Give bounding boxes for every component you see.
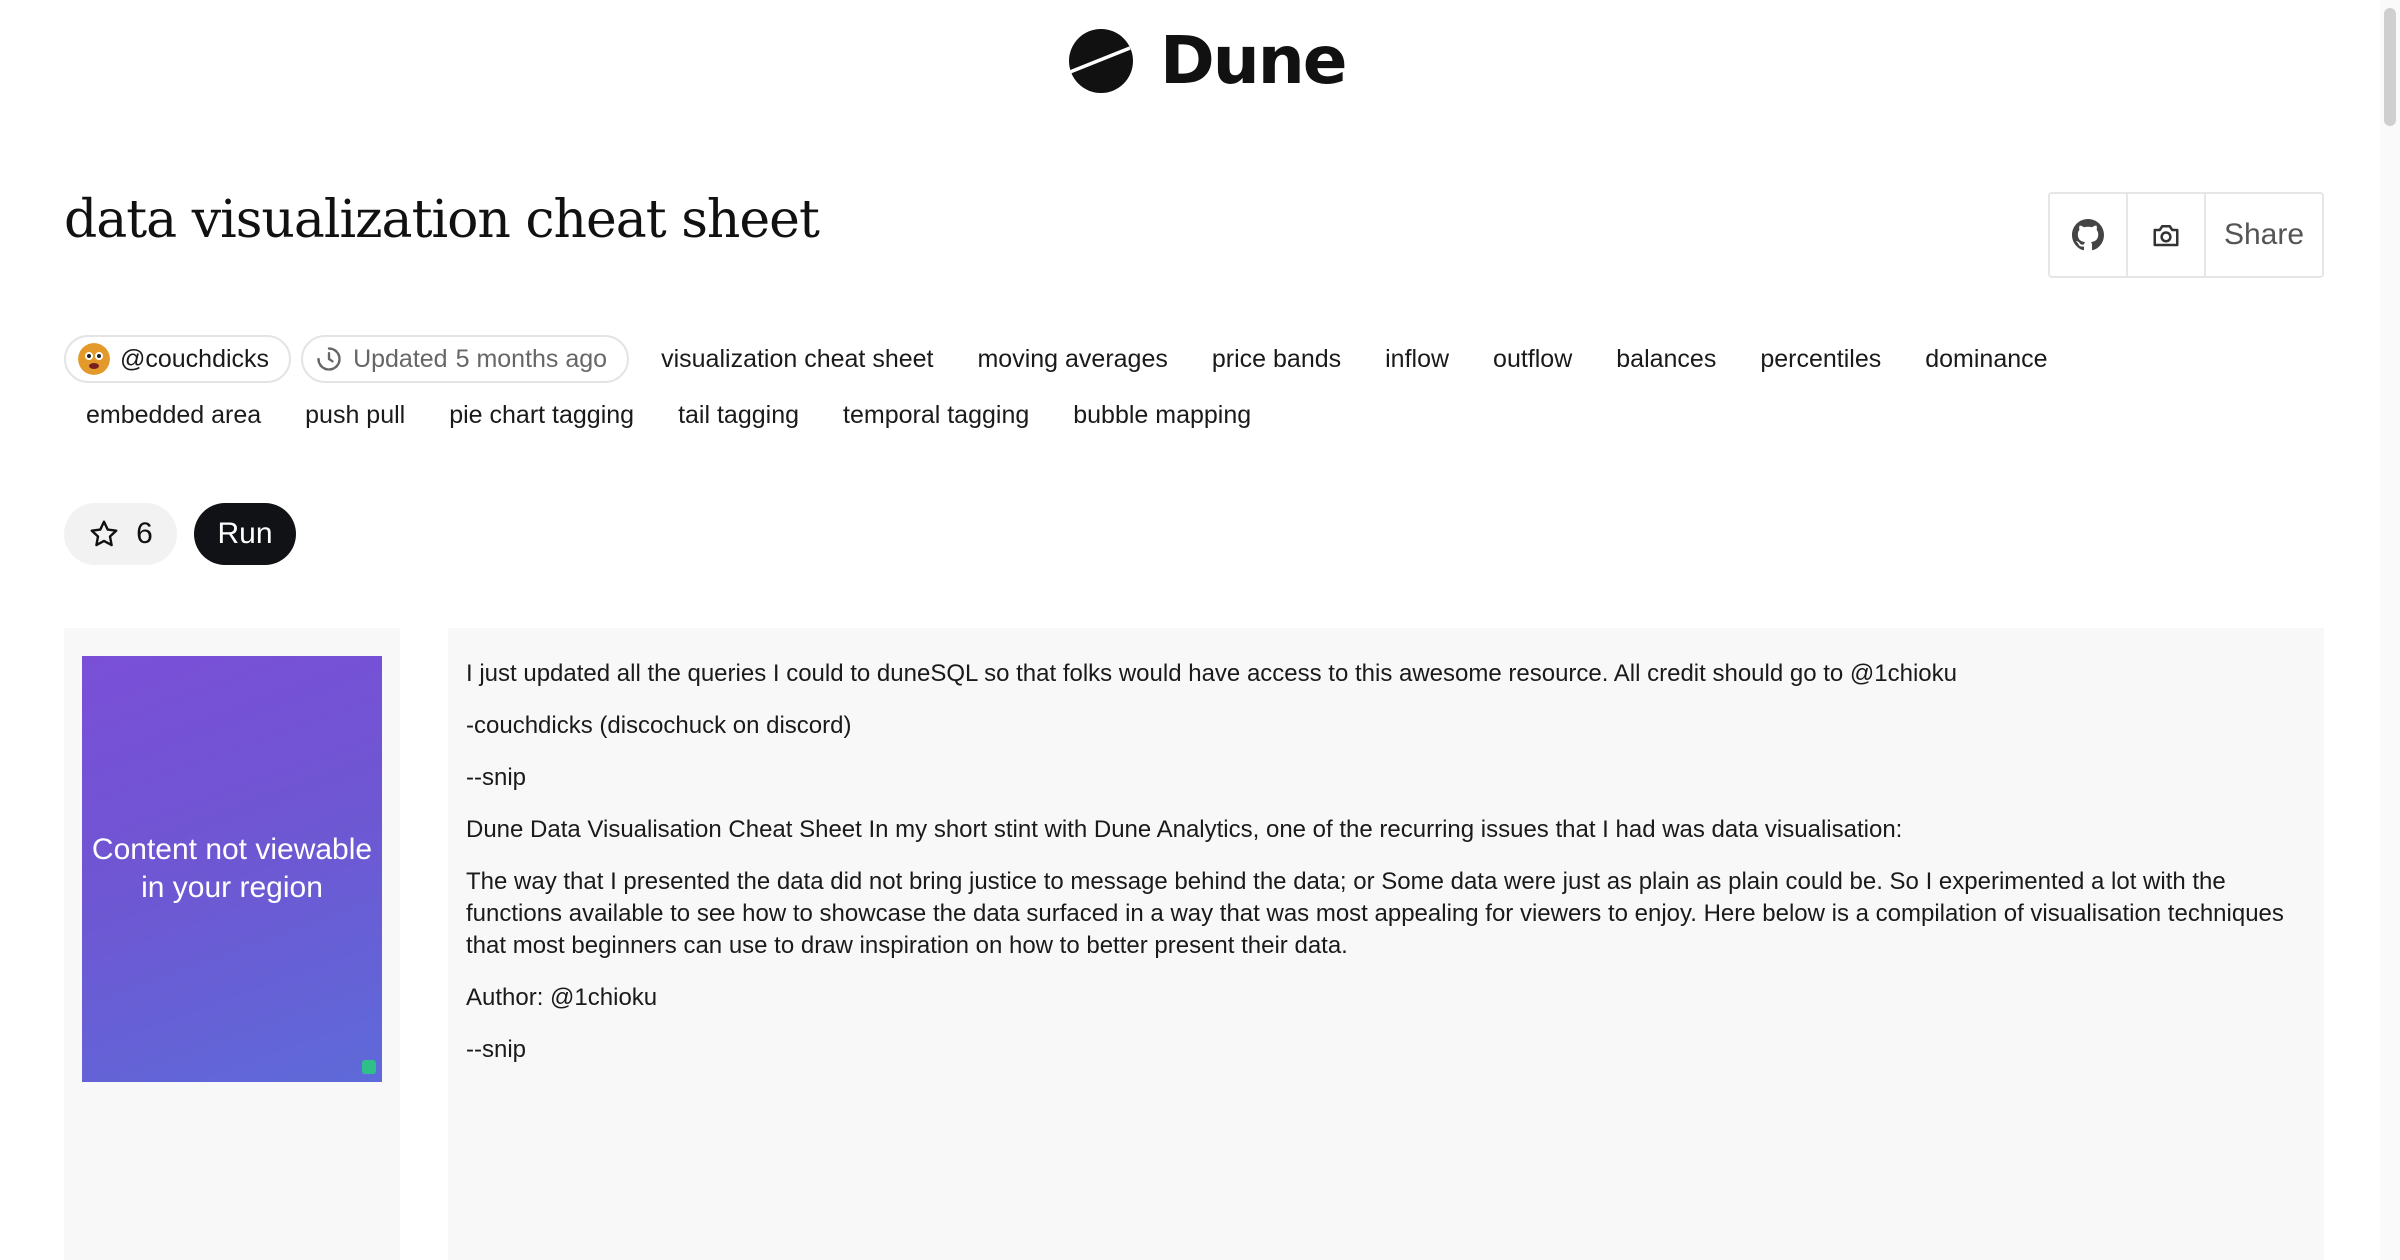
badge-icon [362, 1060, 376, 1074]
scrollbar[interactable] [2380, 0, 2400, 1260]
description-paragraph: -couchdicks (discochuck on discord) [466, 712, 852, 739]
scrollbar-thumb[interactable] [2384, 8, 2396, 126]
tag-outflow[interactable]: outflow [1493, 344, 1573, 373]
camera-icon [2151, 220, 2181, 250]
description-paragraph: --snip [466, 1036, 527, 1063]
screenshot-button[interactable] [2128, 194, 2206, 276]
star-count: 6 [136, 517, 153, 550]
description-paragraph: Author: @1chioku [466, 984, 658, 1011]
tag-embedded-area[interactable]: embedded area [86, 400, 262, 429]
clock-icon [315, 345, 343, 373]
tag-percentiles[interactable]: percentiles [1760, 344, 1882, 373]
description-paragraph: I just updated all the queries I could to duneSQL so that folks would have access to this awesome resource. All credit should go to @1chioku [466, 660, 1957, 687]
page-title: data visualization cheat sheet [64, 190, 819, 250]
description-panel [448, 628, 2324, 1260]
tag-pie-chart-tagging[interactable]: pie chart tagging [449, 400, 635, 429]
github-icon [2072, 219, 2104, 251]
description-paragraph: --snip [466, 764, 527, 791]
tag-moving-averages[interactable]: moving averages [977, 344, 1168, 373]
logo-text: Dune [1160, 22, 1346, 99]
dune-logo-icon [1068, 28, 1134, 94]
author-name: @couchdicks [120, 344, 270, 373]
blocked-content-text: Content not viewable in your region [91, 833, 373, 904]
author-chip[interactable] [64, 335, 291, 383]
github-button[interactable] [2050, 194, 2128, 276]
run-button[interactable]: Run [194, 503, 296, 565]
media-panel [64, 628, 400, 1260]
tag-bubble-mapping[interactable]: bubble mapping [1073, 400, 1252, 429]
tag-row-2 [64, 390, 2264, 440]
tag-inflow[interactable]: inflow [1385, 344, 1450, 373]
tag-dominance[interactable]: dominance [1925, 344, 2048, 373]
tag-push-pull[interactable]: push pull [305, 400, 406, 429]
dune-logo[interactable] [1068, 22, 1346, 99]
updated-chip [301, 335, 629, 383]
tag-visualization-cheat-sheet[interactable]: visualization cheat sheet [661, 344, 934, 373]
updated-label: Updated [353, 344, 448, 373]
tag-tail-tagging[interactable]: tail tagging [678, 400, 800, 429]
tag-temporal-tagging[interactable]: temporal tagging [843, 400, 1030, 429]
action-group [2048, 192, 2324, 278]
avatar [78, 343, 110, 375]
star-icon [88, 518, 120, 550]
tags-area [64, 334, 2264, 446]
updated-value: 5 months ago [455, 344, 608, 373]
star-button[interactable] [64, 503, 177, 565]
share-button[interactable]: Share [2223, 218, 2305, 251]
tag-balances[interactable]: balances [1616, 344, 1717, 373]
tag-row-1 [64, 334, 2264, 384]
description-paragraph: Dune Data Visualisation Cheat Sheet In my short stint with Dune Analytics, one of the recurring issues that I had was data visualisation: [466, 816, 1903, 843]
tag-price-bands[interactable]: price bands [1211, 344, 1342, 373]
blocked-content-image [82, 656, 382, 1082]
description-paragraph: The way that I presented the data did not bring justice to message behind the data; or Some data were just as plain as plain could be. So I experimented a lot with the functions available to see how to showcase the data surfaced in a way that was most appealing for viewers to enjoy. Here below is a compilation of visualisation techniques that most beginners can use to draw inspiration on how to better present their data. [466, 868, 2284, 959]
